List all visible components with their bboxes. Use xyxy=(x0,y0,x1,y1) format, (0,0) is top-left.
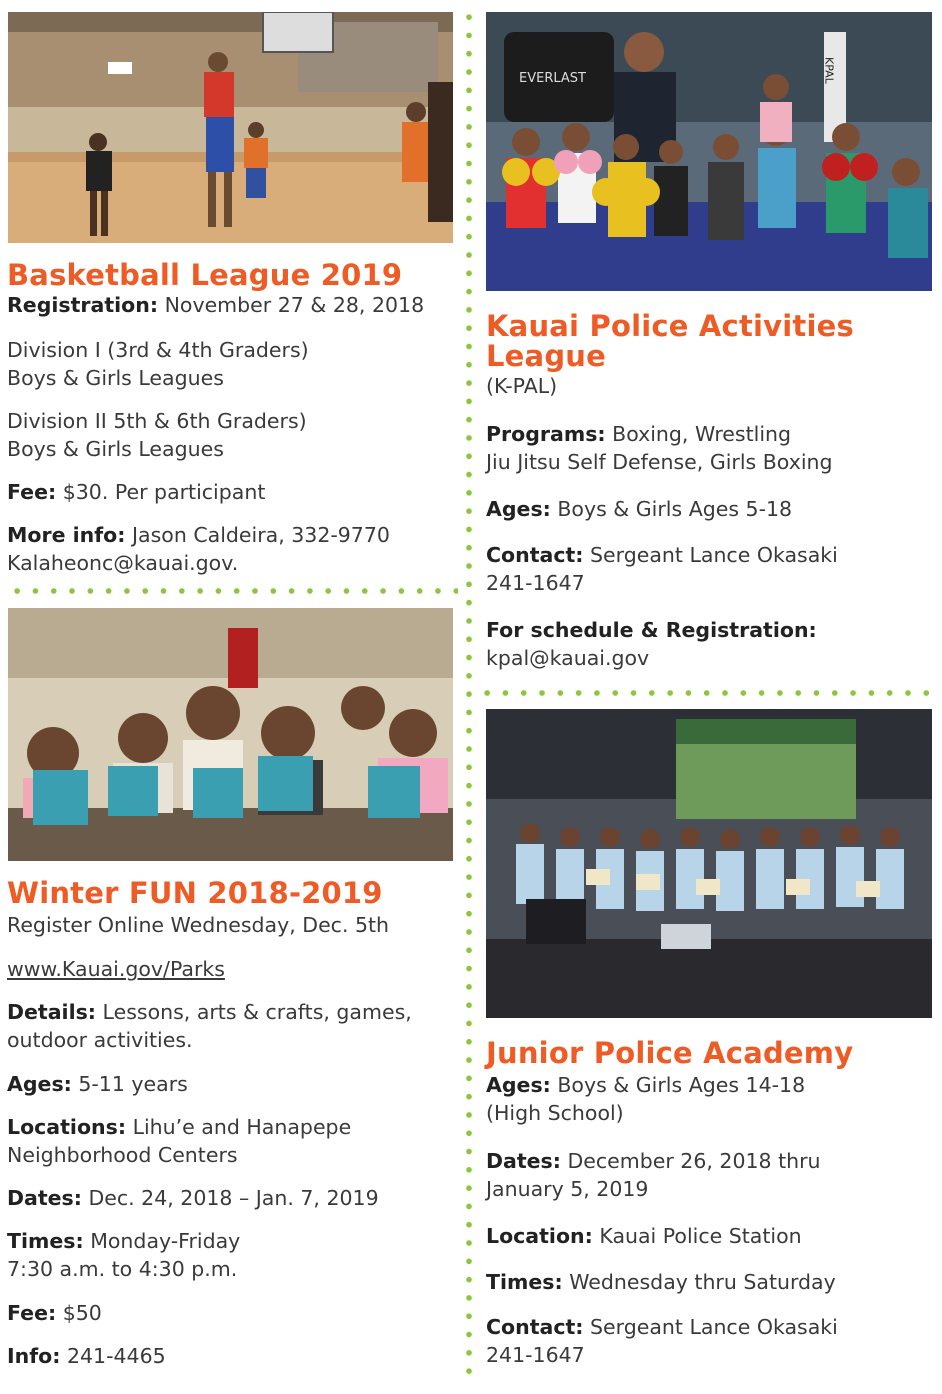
ages-value: 5-11 years xyxy=(71,1072,188,1096)
kpal-photo xyxy=(486,12,932,291)
winter-ages xyxy=(7,1070,188,1098)
times-label: Times: xyxy=(486,1270,563,1294)
sign-text: KPAL xyxy=(822,57,836,84)
dates-line2: January 5, 2019 xyxy=(486,1177,649,1201)
division-two xyxy=(7,407,307,463)
times-label: Times: xyxy=(7,1229,84,1253)
horizontal-dotted-divider-right xyxy=(478,690,936,696)
vertical-dotted-divider xyxy=(466,8,472,1386)
programs-label: Programs: xyxy=(486,422,606,446)
contact-line1: Sergeant Lance Okasaki xyxy=(583,543,838,567)
ages-line1: Boys & Girls Ages 14-18 xyxy=(550,1073,806,1097)
basketball-more-info xyxy=(7,521,390,577)
schedule-label: For schedule & Registration: xyxy=(486,618,817,642)
contact-label: Contact: xyxy=(486,543,584,567)
jpa-ages xyxy=(486,1071,805,1127)
more-info-value: Jason Caldeira, 332-9770 xyxy=(125,523,390,547)
bag-text: EVERLAST xyxy=(519,71,586,86)
locations-label: Locations: xyxy=(7,1115,127,1139)
more-info-label: More info: xyxy=(7,523,126,547)
division-two-line2: Boys & Girls Leagues xyxy=(7,437,224,461)
dates-label: Dates: xyxy=(7,1186,82,1210)
winter-details xyxy=(7,998,412,1054)
contact-line2: 241-1647 xyxy=(486,571,585,595)
info-label: Info: xyxy=(7,1344,61,1368)
winter-times xyxy=(7,1227,240,1283)
programs-line2: Jiu Jitsu Self Defense, Girls Boxing xyxy=(486,450,833,474)
division-one-line1: Division I (3rd & 4th Graders) xyxy=(7,338,309,362)
times-line2: 7:30 a.m. to 4:30 p.m. xyxy=(7,1257,238,1281)
winter-locations xyxy=(7,1113,351,1169)
ages-line2: (High School) xyxy=(486,1101,624,1125)
dates-value: Dec. 24, 2018 – Jan. 7, 2019 xyxy=(81,1186,379,1210)
info-value: 241-4465 xyxy=(60,1344,166,1368)
basketball-photo xyxy=(8,12,453,243)
ages-label: Ages: xyxy=(7,1072,72,1096)
ages-label: Ages: xyxy=(486,497,551,521)
fee-label: Fee: xyxy=(7,480,57,504)
winter-fun-title: Winter FUN 2018-2019 xyxy=(7,876,383,910)
fee-label: Fee: xyxy=(7,1301,57,1325)
dates-label: Dates: xyxy=(486,1149,561,1173)
times-value: Wednesday thru Saturday xyxy=(562,1270,836,1294)
fee-value: $30. Per participant xyxy=(56,480,266,504)
kpal-contact xyxy=(486,541,838,597)
fee-value: $50 xyxy=(56,1301,102,1325)
jpa-contact xyxy=(486,1313,838,1369)
kpal-programs xyxy=(486,420,833,476)
location-value: Kauai Police Station xyxy=(592,1224,802,1248)
winter-fee xyxy=(7,1299,102,1327)
kpal-ages xyxy=(486,495,792,523)
jpa-location xyxy=(486,1222,802,1250)
dates-line1: December 26, 2018 thru xyxy=(560,1149,821,1173)
basketball-title: Basketball League 2019 xyxy=(7,258,403,292)
horizontal-dotted-divider-left xyxy=(8,588,458,594)
winter-fun-photo xyxy=(8,608,453,861)
kpal-title xyxy=(486,311,854,371)
junior-police-photo xyxy=(486,709,932,1018)
schedule-email: kpal@kauai.gov xyxy=(486,646,650,670)
location-label: Location: xyxy=(486,1224,593,1248)
parks-link[interactable]: www.Kauai.gov/Parks xyxy=(7,957,225,981)
winter-dates xyxy=(7,1184,379,1212)
basketball-registration xyxy=(7,291,424,319)
details-label: Details: xyxy=(7,1000,97,1024)
jpa-dates xyxy=(486,1147,821,1203)
basketball-fee xyxy=(7,478,265,506)
details-line2: outdoor activities. xyxy=(7,1028,193,1052)
kpal-title-line1: Kauai Police Activities xyxy=(486,309,854,343)
junior-police-title: Junior Police Academy xyxy=(486,1036,854,1070)
basketball-email: Kalaheonc@kauai.gov. xyxy=(7,551,239,575)
registration-value: November 27 & 28, 2018 xyxy=(158,293,425,317)
locations-line1: Lihu’e and Hanapepe xyxy=(126,1115,352,1139)
ages-value: Boys & Girls Ages 5-18 xyxy=(550,497,793,521)
registration-label: Registration: xyxy=(7,293,159,317)
kpal-subtitle: (K-PAL) xyxy=(486,374,558,398)
contact-label: Contact: xyxy=(486,1315,584,1339)
kpal-title-line2: League xyxy=(486,339,606,373)
ages-label: Ages: xyxy=(486,1073,551,1097)
kpal-schedule xyxy=(486,616,817,672)
contact-line2: 241-1647 xyxy=(486,1343,585,1367)
division-one xyxy=(7,336,309,392)
programs-line1: Boxing, Wrestling xyxy=(605,422,792,446)
division-one-line2: Boys & Girls Leagues xyxy=(7,366,224,390)
jpa-times xyxy=(486,1268,836,1296)
division-two-line1: Division II 5th & 6th Graders) xyxy=(7,409,307,433)
winter-register: Register Online Wednesday, Dec. 5th xyxy=(7,913,390,937)
contact-line1: Sergeant Lance Okasaki xyxy=(583,1315,838,1339)
times-line1: Monday-Friday xyxy=(83,1229,241,1253)
winter-info xyxy=(7,1342,166,1370)
details-line1: Lessons, arts & crafts, games, xyxy=(96,1000,412,1024)
locations-line2: Neighborhood Centers xyxy=(7,1143,238,1167)
